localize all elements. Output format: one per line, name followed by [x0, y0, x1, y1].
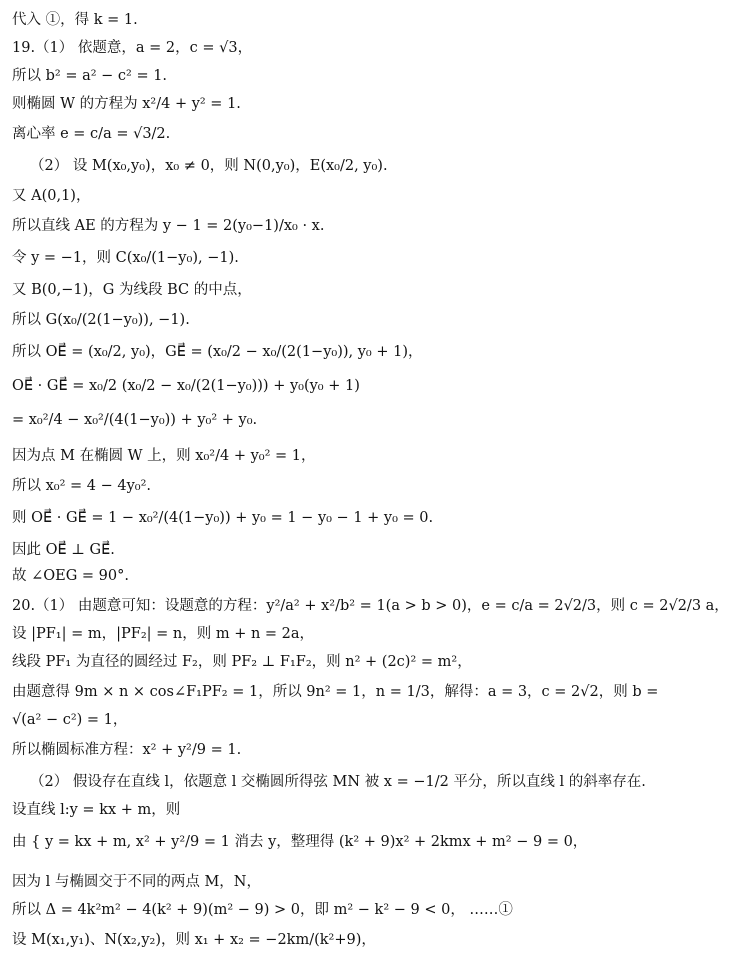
text-line: 所以 b² = a² − c² = 1. [12, 68, 168, 84]
text-line: = x₀²/4 − x₀²/(4(1−y₀)) + y₀² + y₀. [12, 412, 258, 428]
text-line: （2） 设 M(x₀,y₀)，x₀ ≠ 0，则 N(0,y₀)，E(x₀/2, y₀). [30, 158, 388, 174]
text-line: 又 B(0,−1)，G 为线段 BC 的中点， [12, 282, 252, 298]
text-line: 令 y = −1，则 C(x₀/(1−y₀), −1). [12, 250, 239, 266]
text-line: 设 M(x₁,y₁)、N(x₂,y₂)，则 x₁ + x₂ = −2km/(k²+9)， [12, 932, 376, 948]
text-line: 因此 OE⃗ ⊥ GE⃗. [12, 542, 115, 558]
text-line: 代入 ①，得 k = 1. [12, 12, 138, 28]
text-line: 离心率 e = c/a = √3/2. [12, 126, 171, 142]
text-line: （2） 假设存在直线 l，依题意 l 交椭圆所得弦 MN 被 x = −1/2 平分，所以直线 l 的斜率存在. [30, 774, 646, 790]
text-line: 所以椭圆标准方程：x² + y²/9 = 1. [12, 742, 242, 758]
text-line: 又 A(0,1)， [12, 188, 91, 204]
text-line: 所以 x₀² = 4 − 4y₀². [12, 478, 152, 494]
text-line: 设 |PF₁| = m，|PF₂| = n，则 m + n = 2a， [12, 626, 315, 642]
text-line: 20.（1） 由题意可知：设题意的方程：y²/a² + x²/b² = 1(a > b > 0)，e = c/a = 2√2/3，则 c = 2√2/3 a， [12, 598, 729, 614]
text-line: 则 OE⃗ · GE⃗ = 1 − x₀²/(4(1−y₀)) + y₀ = 1 − y₀ − 1 + y₀ = 0. [12, 510, 434, 526]
text-line: 由题意得 9m × n × cos∠F₁PF₂ = 1，所以 9n² = 1，n = 1/3，解得：a = 3，c = 2√2，则 b = [12, 684, 659, 700]
text-line: 19.（1） 依题意，a = 2，c = √3， [12, 40, 253, 56]
text-line: 因为点 M 在椭圆 W 上，则 x₀²/4 + y₀² = 1， [12, 448, 316, 464]
text-line: √(a² − c²) = 1， [12, 712, 128, 728]
text-line: 由 { y = kx + m, x² + y²/9 = 1 消去 y，整理得 (k² + 9)x² + 2kmx + m² − 9 = 0， [12, 834, 588, 850]
text-line: 所以直线 AE 的方程为 y − 1 = 2(y₀−1)/x₀ · x. [12, 218, 325, 234]
text-line: 所以 Δ = 4k²m² − 4(k² + 9)(m² − 9) > 0，即 m² − k² − 9 < 0， ……① [12, 902, 513, 918]
text-line: 则椭圆 W 的方程为 x²/4 + y² = 1. [12, 96, 241, 112]
text-line: 因为 l 与椭圆交于不同的两点 M，N， [12, 874, 261, 890]
text-line: 设直线 l:y = kx + m，则 [12, 802, 181, 818]
text-line: 所以 OE⃗ = (x₀/2, y₀)，GE⃗ = (x₀/2 − x₀/(2(1−y₀)), y₀ + 1)， [12, 344, 423, 360]
text-line: 故 ∠OEG = 90°. [12, 568, 129, 584]
text-line: 线段 PF₁ 为直径的圆经过 F₂，则 PF₂ ⊥ F₁F₂，则 n² + (2c)² = m²， [12, 654, 472, 670]
text-line: 所以 G(x₀/(2(1−y₀)), −1). [12, 312, 190, 328]
text-line: OE⃗ · GE⃗ = x₀/2 (x₀/2 − x₀/(2(1−y₀))) + y₀(y₀ + 1) [12, 378, 360, 394]
